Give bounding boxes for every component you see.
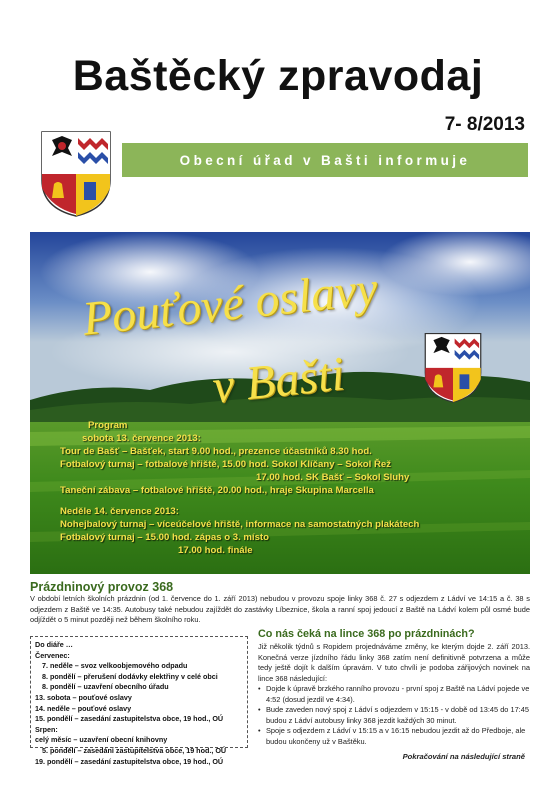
program-line: Taneční zábava – fotbalové hřiště, 20.00 hod., hraje Skupina Marcella [60,485,374,496]
calendar-month: Červenec: [35,650,70,660]
calendar-month: Srpen: [35,724,58,734]
program-line: Neděle 14. července 2013: [60,506,179,517]
article-title: Prázdninový provoz 368 [30,580,174,594]
coat-of-arms-icon [38,128,114,218]
article-title: Co nás čeká na lince 368 po prázdninách? [258,628,475,640]
masthead-title: Baštěcký zpravodaj [72,52,484,100]
program-line: Fotbalový turnaj – 15.00 hod. zápas o 3. místo [60,532,269,543]
bullet-item: • Dojde k úpravě brzkého ranního provozu - první spoj z Baště na Ládví pojede ve 4:52 (dosud jezdil ve 4:34). [266,684,530,705]
program-line: Fotbalový turnaj – fotbalové hřiště, 15.00 hod. Sokol Klíčany – Sokol Řež [60,459,392,470]
bullet-item: • Bude zaveden nový spoj z Ládví s odjezdem v 15:15 - v době od 13:45 do 17:45 budou z Ládví autobusy linky 368 jezdit každých 30 minut. [266,705,530,726]
calendar-box [30,636,248,766]
calendar-entry: 7. neděle – svoz velkoobjemového odpadu [42,661,188,671]
issue-number: 7- 8/2013 [444,114,525,135]
program-line: 17.00 hod. SK Bašť – Sokol Sluhy [256,472,410,483]
calendar-entry: celý měsíc – uzavření obecní knihovny [35,735,168,745]
calendar-entry: 8. pondělí – přerušení dodávky elektřiny v celé obci [42,671,218,681]
continued-note: Pokračování na následující straně [402,752,525,761]
bullet-item: • Spoje s odjezdem z Ládví v 15:15 a v 16:15 nebudou jezdit až do Předboje, ale budou ukončeny už v Baštěku. [266,726,530,747]
program-line: Nohejbalový turnaj – víceúčelové hřiště, informace na samostatných plakátech [60,519,420,530]
calendar-entry: 13. sobota – pouťové oslavy [35,692,132,702]
program-heading: Program [88,420,128,431]
program-line: Tour de Bašť – Bašťek, start 9.00 hod., prezence účastníků 8.30 hod. [60,446,372,457]
article-text: Již několik týdnů s Ropidem projednáváme změny, ke kterým dojde 2. září 2013. Konečná verze jízdního řádu linky 368 zatím není definitivně potvrzena a může tedy ještě dojít k dalším úpravám. V tuto chvíli je podoba zářijových novinek na lince 368 následující: [258,642,530,683]
calendar-entry: 14. neděle – pouťové oslavy [35,703,132,713]
calendar-entry: 15. pondělí – zasedání zastupitelstva obce, 19 hod., OÚ [35,714,224,724]
poster-coat-of-arms-icon [422,330,484,404]
program-line: sobota 13. července 2013: [82,433,201,444]
poster-title-line1: Pouťové oslavy [80,262,381,346]
calendar-title: Do diáře … [35,640,73,649]
article-text: V období letních školních prázdnin (od 1. července do 1. září 2013) nebudou v provozu spoje linky 368 č. 27 s odjezdem z Ládví ve 14:15 a č. 38 s odjezdem z Baště ve 14:35. Autobusy také nebudou zajíždět do zastávky Líbeznice, škola a ranní spoj jedoucí z Baště na Ládví kolem půl osmé bude odjíždět o 5 minut později než během školního roku. [30,594,530,624]
poster-title-line2: v Bašti [210,347,347,414]
article-bullets [258,684,530,747]
poster [30,232,530,574]
info-band: Obecní úřad v Bašti informuje [122,143,528,177]
calendar-entry: 8. pondělí – uzavření obecního úřadu [42,682,169,692]
calendar-entry: 19. pondělí – zasedání zastupitelstva obce, 19 hod., OÚ [35,756,224,766]
calendar-entry: 5. pondělí – zasedání zastupitelstva obce, 19 hod., OÚ [42,745,227,755]
program-line: 17.00 hod. finále [178,545,253,556]
